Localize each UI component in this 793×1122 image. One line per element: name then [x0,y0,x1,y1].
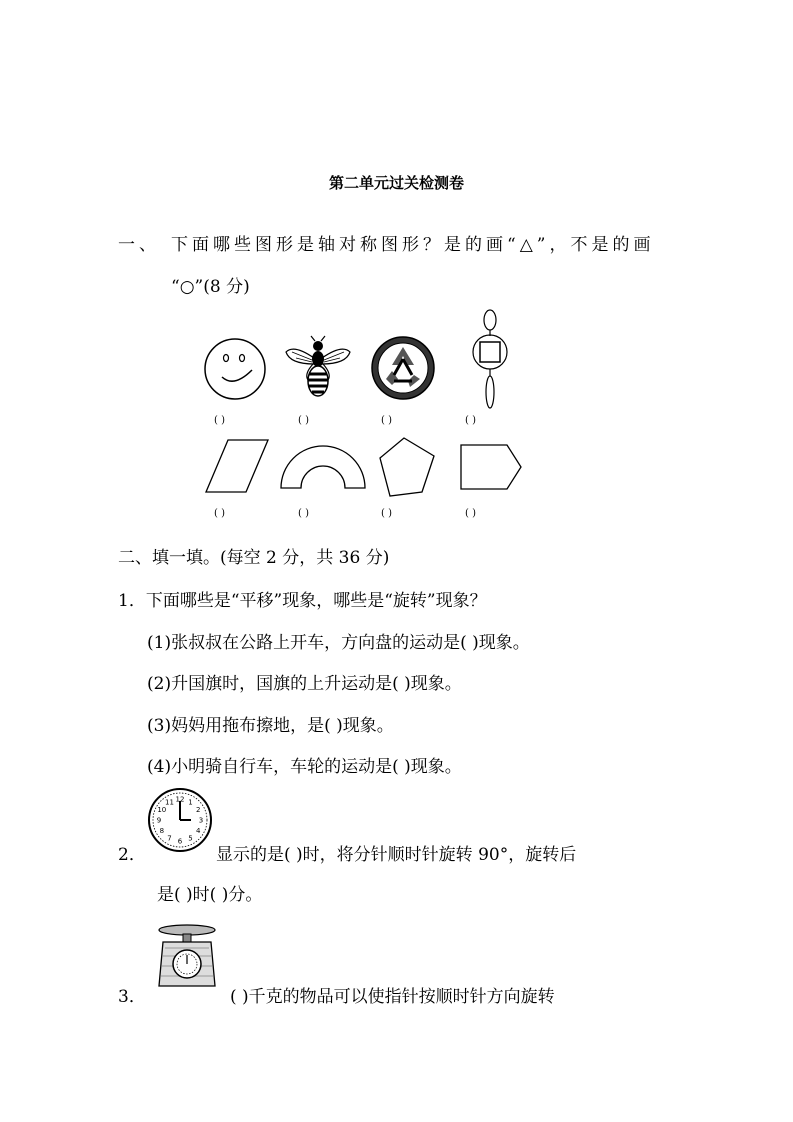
q2-line1: 显示的是( )时，将分针顺时针旋转 90°，旋转后 [216,845,577,865]
scale-icon [155,922,219,988]
q3-text: ( )千克的物品可以使指针按顺时针方向旋转 [230,987,555,1007]
clock-number: 10 [157,806,167,814]
q2-number: 2． [118,845,146,865]
arrow-pentagon-figure [459,443,523,491]
answer-paren-2[interactable]: ( ) [298,415,309,426]
parallelogram-figure [204,438,272,494]
clock-number: 3 [198,816,204,825]
clock-number: 6 [177,837,183,846]
clock-number: 2 [195,806,201,814]
answer-paren-1[interactable]: ( ) [214,415,225,426]
pentagon-figure [378,436,436,498]
answer-paren-5[interactable]: ( ) [214,508,225,519]
answer-paren-7[interactable]: ( ) [381,508,392,519]
answer-paren-3[interactable]: ( ) [381,415,392,426]
clock-number: 9 [156,816,162,825]
section1-number: 一、 [118,235,160,255]
bee-figure [284,336,352,398]
arch-figure [279,444,367,490]
clock-number: 7 [167,834,172,843]
q1-stem: 1．下面哪些是“平移”现象，哪些是“旋转”现象？ [118,591,487,611]
q1-item-2: (2)升国旗时，国旗的上升运动是( )现象。 [147,674,462,694]
lantern-figure [470,306,510,412]
answer-paren-6[interactable]: ( ) [298,508,309,519]
section2-heading: 二、填一填。(每空 2 分，共 36 分) [118,548,390,568]
clock-number: 1 [188,798,193,807]
page-title: 第二单元过关检测卷 [328,174,464,192]
answer-paren-8[interactable]: ( ) [465,508,476,519]
clock-number: 11 [165,798,174,807]
smiley-face-figure [202,336,268,402]
q2-line2: 是( )时( )分。 [157,885,263,905]
clock-number: 5 [188,834,193,843]
clock-number: 4 [195,827,201,835]
clock-icon [147,787,213,853]
clock-number: 12 [175,795,185,804]
answer-paren-4[interactable]: ( ) [465,415,476,426]
q1-item-3: (3)妈妈用拖布擦地，是( )现象。 [147,716,394,736]
section1-question-line1: 下面哪些图形是轴对称图形？是的画“△”，不是的画 [171,235,655,255]
q1-item-1: (1)张叔叔在公路上开车，方向盘的运动是( )现象。 [147,633,530,653]
q1-item-4: (4)小明骑自行车，车轮的运动是( )现象。 [147,757,462,777]
clock-number: 8 [159,827,165,835]
recycle-symbol-figure [370,335,436,401]
q3-number: 3． [118,987,146,1007]
section1-question-line2: “○”(8 分) [171,277,250,297]
